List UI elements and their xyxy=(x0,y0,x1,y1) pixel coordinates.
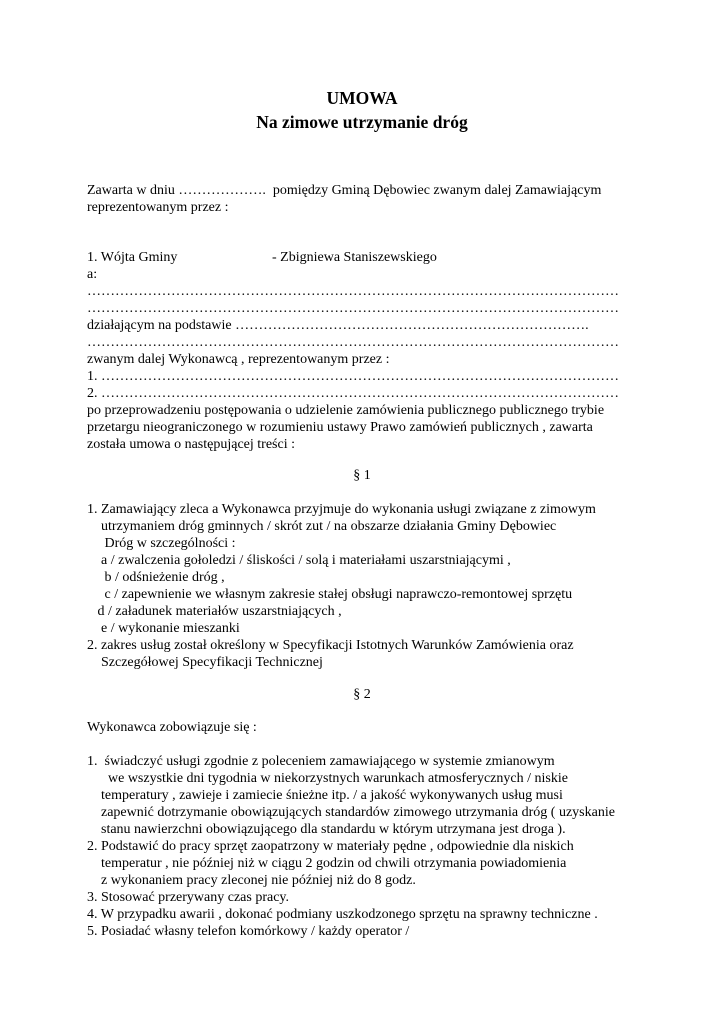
dotted-line: 2. ………………………………………………………………………………………………… xyxy=(87,386,619,401)
section-1-line: 1. Zamawiający zleca a Wykonawca przyjmuje do wykonania usługi związane z zimowym xyxy=(87,502,596,517)
section-2-line: zapewnić dotrzymanie obowiązujących standardów zimowego utrzymania dróg ( uzyskanie xyxy=(87,805,615,820)
intro-line: Zawarta w dniu ………………. pomiędzy Gminą Dębowiec zwanym dalej Zamawiającym xyxy=(87,183,602,198)
document-title: UMOWA xyxy=(326,88,398,108)
section-2-line: temperatury , zawieje i zamiecie śnieżne itp. / a jakość wykonywanych usług musi xyxy=(87,788,563,803)
section-2-line: 5. Posiadać własny telefon komórkowy / każdy operator / xyxy=(87,924,410,939)
section-2-line: 2. Podstawić do pracy sprzęt zaopatrzony w materiały pędne , odpowiednie dla niskich xyxy=(87,839,574,854)
dotted-line: …………………………………………………………………………………………………… xyxy=(87,301,619,316)
body-line: działającym na podstawie …………………………………………………………………. xyxy=(87,318,589,333)
section-2-line: 1. świadczyć usługi zgodnie z poleceniem zamawiającego w systemie zmianowym xyxy=(87,754,555,769)
representative-label: 1. Wójta Gminy xyxy=(87,250,178,265)
body-line: a: xyxy=(87,267,98,282)
section-1-line: d / załadunek materiałów uszarstniających , xyxy=(87,604,342,619)
section-2-intro: Wykonawca zobowiązuje się : xyxy=(87,720,257,735)
section-2-line: stanu nawierzchni obowiązującego dla standardu w którym utrzymana jest droga ). xyxy=(87,822,566,837)
section-2-line: 4. W przypadku awarii , dokonać podmiany uszkodzonego sprzętu na sprawny techniczne . xyxy=(87,907,598,922)
section-2-heading: § 2 xyxy=(353,687,371,702)
dotted-line: …………………………………………………………………………………………………… xyxy=(87,335,619,350)
section-1-line: 2. zakres usług został określony w Specyfikacji Istotnych Warunków Zamówienia oraz xyxy=(87,638,574,653)
body-line: została umowa o następującej treści : xyxy=(87,437,295,452)
dotted-line: 1. ………………………………………………………………………………………………… xyxy=(87,369,619,384)
body-line: zwanym dalej Wykonawcą , reprezentowanym przez : xyxy=(87,352,390,367)
section-2-line: we wszystkie dni tygodnia w niekorzystnych warunkach atmosferycznych / niskie xyxy=(87,771,568,786)
body-line: przetargu nieograniczonego w rozumieniu ustawy Prawo zamówień publicznych , zawarta xyxy=(87,420,593,435)
body-line: po przeprowadzeniu postępowania o udzielenie zamówienia publicznego publicznego trybie xyxy=(87,403,605,418)
section-1-line: utrzymaniem dróg gminnych / skrót zut / na obszarze działania Gminy Dębowiec xyxy=(87,519,557,534)
section-1-heading: § 1 xyxy=(353,468,371,483)
section-2-line: z wykonaniem pracy zleconej nie później niż do 8 godz. xyxy=(87,873,416,888)
representative-name: - Zbigniewa Staniszewskiego xyxy=(272,250,437,265)
section-1-line: b / odśnieżenie dróg , xyxy=(87,570,225,585)
section-2-line: temperatur , nie później niż w ciągu 2 godzin od chwili otrzymania powiadomienia xyxy=(87,856,567,871)
section-1-line: e / wykonanie mieszanki xyxy=(87,621,240,636)
intro-line: reprezentowanym przez : xyxy=(87,200,229,215)
document-subtitle: Na zimowe utrzymanie dróg xyxy=(256,112,468,132)
dotted-line: …………………………………………………………………………………………………… xyxy=(87,284,619,299)
section-1-line: Dróg w szczególności : xyxy=(87,536,236,551)
section-1-line: Szczegółowej Specyfikacji Technicznej xyxy=(87,655,323,670)
section-1-line: c / zapewnienie we własnym zakresie stałej obsługi naprawczo-remontowej sprzętu xyxy=(87,587,573,602)
section-2-line: 3. Stosować przerywany czas pracy. xyxy=(87,890,290,905)
section-1-line: a / zwalczenia gołoledzi / śliskości / solą i materiałami uszarstniającymi , xyxy=(87,553,511,568)
